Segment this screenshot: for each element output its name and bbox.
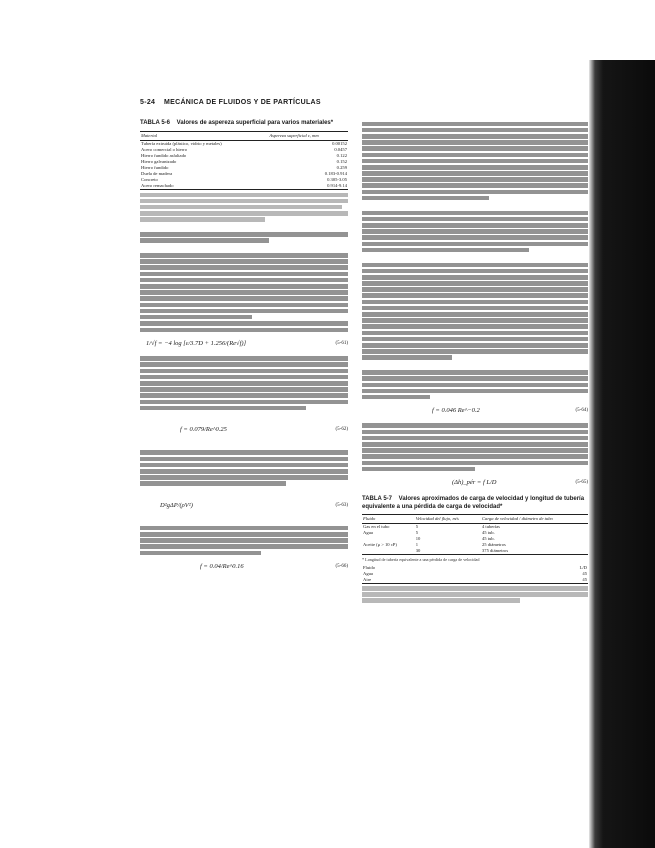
illegible-text-line — [362, 436, 588, 441]
equation-5-61 — [140, 335, 348, 353]
equation-number: (5-66) — [335, 564, 348, 570]
cell-value: 0.305-3.05 — [327, 176, 347, 182]
col-header-fluid: Fluido — [362, 515, 415, 524]
velocity-head-table — [362, 514, 588, 555]
illegible-text-line — [362, 306, 588, 311]
illegible-text-line — [362, 140, 588, 145]
illegible-text-line — [362, 217, 588, 222]
equation-body: f = 0.079/Re^0.25 — [180, 426, 227, 434]
illegible-text-line — [140, 469, 348, 474]
illegible-text-line — [362, 171, 588, 176]
illegible-text-line — [362, 318, 588, 323]
equation-number: (5-61) — [335, 341, 348, 347]
illegible-text-line — [362, 389, 588, 394]
illegible-text-line — [140, 532, 348, 537]
illegible-text-line — [362, 598, 520, 603]
equation-5-63 — [140, 489, 348, 523]
cell-value: 45 — [497, 577, 588, 584]
table-footnote-block — [362, 586, 588, 603]
equation-body: f = 0.04/Re^0.16 — [200, 563, 244, 571]
illegible-text-line — [140, 232, 348, 237]
illegible-text-line — [362, 461, 588, 466]
illegible-text-line — [140, 481, 286, 486]
cell-value: 0.122 — [336, 152, 347, 158]
equation-body: D²gΔP/(ρV²) — [160, 501, 193, 509]
book-page — [140, 96, 588, 848]
illegible-text-line — [362, 383, 588, 388]
illegible-text-line — [140, 400, 348, 405]
cell-fluid — [362, 548, 415, 555]
illegible-text-line — [140, 369, 348, 374]
illegible-text-line — [140, 290, 348, 295]
cell-velocity: 5 — [415, 524, 418, 530]
cell-value: 0.914-9.14 — [268, 183, 348, 190]
cell-material: Hierro fundido asfaltado — [141, 152, 187, 158]
illegible-text-line — [362, 134, 588, 139]
body-paragraph — [140, 526, 348, 555]
cell-value: 0.0457 — [334, 146, 347, 152]
illegible-text-line — [362, 293, 588, 298]
illegible-text-line — [140, 217, 265, 222]
body-paragraph — [362, 370, 588, 399]
cell-velocity: 1 — [415, 542, 418, 548]
cell-value: 0.152 — [336, 158, 347, 164]
illegible-text-line — [362, 448, 588, 453]
illegible-text-line — [362, 242, 588, 247]
illegible-text-line — [362, 248, 529, 253]
illegible-text-line — [140, 406, 306, 411]
cell-material: Duela de madera — [141, 170, 173, 176]
cell-material: Acero comercial o hierro — [141, 146, 188, 152]
illegible-text-line — [140, 450, 348, 455]
illegible-text-line — [140, 463, 348, 468]
equation-number: (5-63) — [335, 502, 348, 508]
illegible-text-line — [362, 454, 588, 459]
body-paragraph — [362, 423, 588, 471]
running-header — [140, 96, 588, 110]
illegible-text-line — [362, 177, 588, 182]
illegible-text-line — [140, 315, 252, 320]
table-number: TABLA 5-6 — [140, 120, 170, 126]
illegible-text-line — [362, 196, 489, 201]
equation-number: (5-65) — [575, 480, 588, 486]
illegible-text-line — [140, 259, 348, 264]
illegible-text-line — [362, 467, 475, 472]
illegible-text-line — [362, 235, 588, 240]
equation-5-62 — [140, 413, 348, 447]
illegible-text-line — [140, 551, 261, 556]
illegible-text-line — [140, 205, 342, 210]
illegible-text-line — [140, 328, 348, 333]
illegible-text-line — [362, 430, 588, 435]
table-title: Valores de aspereza superficial para varios materiales* — [176, 120, 334, 126]
illegible-text-line — [362, 122, 588, 127]
scan-shadow-edge — [589, 60, 655, 848]
illegible-text-line — [140, 544, 348, 549]
cell-material: Acero remachado — [140, 183, 268, 190]
equation-body: f = 0.046 Re^−0.2 — [432, 407, 480, 415]
illegible-text-line — [362, 275, 588, 280]
equation-5-65 — [362, 474, 588, 492]
illegible-text-line — [362, 331, 588, 336]
cell-velocity: 10 — [415, 536, 421, 542]
illegible-text-line — [362, 153, 588, 158]
cell-value: 0.183-0.914 — [324, 170, 347, 176]
illegible-text-line — [140, 362, 348, 367]
body-paragraph — [140, 253, 348, 319]
illegible-text-line — [140, 272, 348, 277]
illegible-text-line — [362, 395, 430, 400]
illegible-text-line — [362, 337, 588, 342]
cell-material: Tubería extruida (plástico, vidrio y metales) — [141, 140, 222, 146]
running-title: MECÁNICA DE FLUIDOS Y DE PARTÍCULAS — [164, 99, 321, 106]
equation-number: (5-62) — [335, 427, 348, 433]
body-paragraph — [362, 122, 588, 201]
illegible-text-line — [362, 183, 588, 188]
illegible-text-line — [140, 393, 348, 398]
cell-value: 0.00152 — [332, 140, 347, 146]
cell-fluid: Agua — [363, 530, 373, 536]
illegible-text-line — [140, 457, 348, 462]
cell-fluid: Aceite (μ > 10 cP) — [363, 542, 397, 548]
illegible-text-line — [140, 278, 348, 283]
illegible-text-line — [362, 376, 588, 381]
illegible-text-line — [140, 296, 348, 301]
illegible-text-line — [362, 370, 588, 375]
table-5-7-caption — [362, 496, 588, 511]
cell-value: L/D — [579, 564, 587, 570]
cell-label: Agua — [363, 570, 373, 576]
illegible-text-line — [362, 190, 588, 195]
illegible-text-line — [140, 356, 348, 361]
illegible-text-line — [140, 238, 269, 243]
illegible-text-line — [362, 300, 588, 305]
body-paragraph — [140, 232, 348, 243]
table-row — [362, 577, 588, 584]
illegible-text-line — [362, 229, 588, 234]
illegible-text-line — [140, 211, 348, 216]
illegible-text-line — [140, 193, 348, 198]
illegible-text-line — [362, 586, 588, 591]
cell-material: Hierro fundido — [141, 164, 169, 170]
illegible-text-line — [362, 281, 588, 286]
equation-body: 1/√f = −4 log [ε/3.7D + 1.256/(Re√f)] — [146, 340, 247, 348]
illegible-text-line — [140, 309, 348, 314]
illegible-text-line — [362, 269, 588, 274]
body-paragraph — [140, 356, 348, 410]
illegible-text-line — [362, 423, 588, 428]
illegible-text-line — [140, 381, 348, 386]
cell-velocity: 5 — [415, 530, 418, 536]
illegible-text-line — [140, 475, 348, 480]
illegible-text-line — [362, 349, 588, 354]
illegible-text-line — [362, 159, 588, 164]
col-header-head: Carga de velocidad / diámetro de tubo — [481, 515, 588, 524]
illegible-text-line — [362, 223, 588, 228]
page-number: 5-24 — [140, 99, 156, 106]
equation-body: (Δh)_pér = f L/D — [452, 479, 497, 487]
cell-head: 4 tuberías — [481, 524, 500, 530]
illegible-text-line — [140, 375, 348, 380]
table-footnote-block — [140, 193, 348, 222]
illegible-text-line — [362, 312, 588, 317]
illegible-text-line — [140, 321, 348, 326]
illegible-text-line — [362, 592, 588, 597]
illegible-text-line — [362, 355, 452, 360]
illegible-text-line — [140, 526, 348, 531]
cell-head: 375 diámetros — [481, 548, 588, 555]
equation-5-64 — [362, 402, 588, 420]
table-row — [362, 548, 588, 555]
illegible-text-line — [140, 284, 348, 289]
cell-label: Aire — [362, 577, 497, 584]
cell-head: 45 tub. — [481, 530, 495, 536]
illegible-text-line — [362, 324, 588, 329]
right-column — [362, 120, 588, 605]
illegible-text-line — [140, 265, 348, 270]
illegible-text-line — [362, 343, 588, 348]
body-paragraph — [140, 450, 348, 486]
illegible-text-line — [362, 211, 588, 216]
table-5-6-caption — [140, 120, 348, 128]
equivalent-length-table — [362, 565, 588, 584]
table-footnote: * Longitud de tubería equivalente a una pérdida de carga de velocidad — [362, 557, 480, 563]
equation-number: (5-64) — [575, 408, 588, 414]
left-column — [140, 120, 348, 579]
body-paragraph — [140, 321, 348, 332]
illegible-text-line — [362, 146, 588, 151]
cell-velocity: 30 — [415, 548, 481, 555]
illegible-text-line — [140, 538, 348, 543]
illegible-text-line — [362, 165, 588, 170]
cell-head: 45 tub. — [481, 536, 495, 542]
illegible-text-line — [362, 263, 588, 268]
illegible-text-line — [140, 303, 348, 308]
table-title: Valores aproximados de carga de velocidad y longitud de tubería equivalente a una pérdida de carga de velocidad* — [362, 496, 585, 510]
cell-head: 25 diámetros — [481, 542, 506, 548]
cell-label: Fluido — [363, 564, 375, 570]
illegible-text-line — [140, 387, 348, 392]
equation-5-66 — [140, 558, 348, 576]
roughness-table — [140, 131, 348, 190]
illegible-text-line — [140, 199, 348, 204]
cell-value: 0.259 — [336, 164, 347, 170]
cell-value: 45 — [582, 570, 587, 576]
table-row — [140, 183, 348, 190]
illegible-text-line — [362, 287, 588, 292]
illegible-text-line — [140, 253, 348, 258]
cell-fluid: Gas en el tubo — [363, 524, 390, 530]
col-header-velocity: Velocidad del flujo, m/s — [415, 515, 481, 524]
cell-material: Hierro galvanizado — [141, 158, 177, 164]
body-paragraph — [362, 263, 588, 360]
cell-material: Concreto — [141, 176, 158, 182]
col-header-roughness: Aspereza superficial ε, mm — [268, 131, 348, 140]
col-header-material: Material — [140, 131, 268, 140]
body-paragraph — [362, 211, 588, 253]
illegible-text-line — [362, 128, 588, 133]
illegible-text-line — [362, 442, 588, 447]
table-number: TABLA 5-7 — [362, 496, 392, 503]
